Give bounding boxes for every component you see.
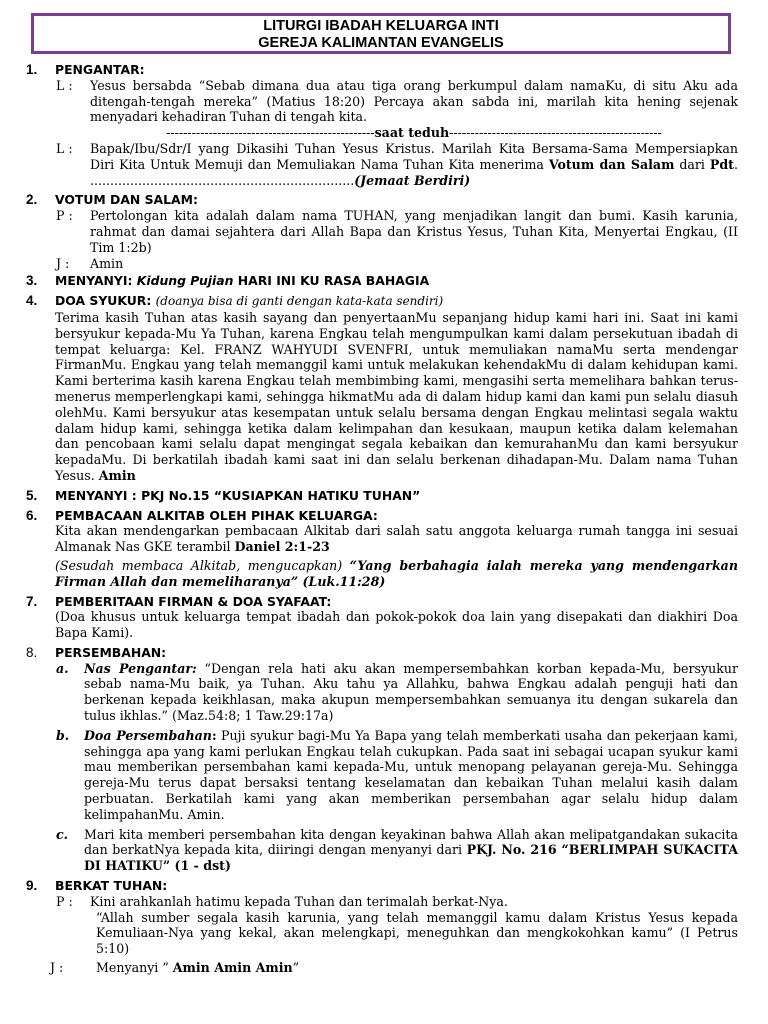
- leader-invitation: Bapak/Ibu/Sdr/I yang Dikasihi Tuhan Yesus Kristus. Marilah Kita Bersama-Sama Mempersiapkan Diri Kita Untuk Memuji dan Memuliakan Nama Tuhan Kita menerima: [90, 140, 738, 172]
- section-number: 1.: [26, 62, 38, 77]
- item-label: c.: [56, 826, 69, 842]
- item-text: [84, 728, 738, 823]
- leader-from: dari: [674, 156, 710, 172]
- section-number: 9.: [26, 878, 38, 894]
- congregation-stand-note: (Jemaat Berdiri): [354, 172, 471, 188]
- section-heading: PERSEMBAHAN:: [55, 644, 167, 660]
- reading-quote: “Yang berbahagia ialah mereka yang mendengarkan Firman Allah dan memeliharanya” (Luk.11:28): [55, 557, 738, 589]
- leader-text: Yesus bersabda “Sebab dimana dua atau tiga orang berkumpul dalam namaKu, di situ Aku ada ditengah-tengah mereka” (Matius 18:20) Percaya akan sabda ini, marilah kita hening sejenak menyadari kehadiran Tuhan di tengah kita.: [90, 77, 738, 125]
- song-suffix: ”: [292, 960, 300, 976]
- section-pemberitaan: [26, 594, 738, 641]
- item-text: [84, 661, 738, 724]
- song-book: Kidung Pujian: [136, 273, 234, 289]
- title-box: [31, 13, 731, 54]
- reading-reference: Daniel 2:1-23: [234, 539, 330, 555]
- song-title: HARI INI KU RASA BAHAGIA: [233, 273, 430, 289]
- pdt-label: Pdt: [709, 156, 734, 172]
- item-body: Mari kita memberi persembahan kita dengan keyakinan bahwa Allah akan melipatgandakan sukacita dan berkatNya kepada kita, diiringi dengan menyanyi dari: [84, 826, 738, 858]
- liturgy-content: [26, 62, 738, 976]
- offering-item-a: [26, 661, 738, 724]
- offering-song: PKJ. No. 216 “BERLIMPAH SUKACITA DI HATIKU” (1 - dst): [84, 842, 738, 874]
- section-number: 6.: [26, 507, 38, 523]
- section-menyanyi-1: [26, 273, 738, 289]
- section-berkat: [26, 878, 738, 976]
- speaker-label: L :: [56, 140, 73, 156]
- section-number: 3.: [26, 273, 38, 289]
- section-number: 5.: [26, 487, 38, 503]
- leader-line: [26, 141, 738, 188]
- item-title: Doa Persembahan: [84, 727, 212, 743]
- section-heading: BERKAT TUHAN:: [55, 878, 168, 894]
- prayer-note: (doanya bisa di ganti dengan kata-kata sendiri): [155, 294, 444, 309]
- silence-label: saat teduh: [374, 125, 450, 141]
- prayer-amin: Amin: [98, 467, 136, 483]
- speaker-label: J :: [50, 960, 64, 976]
- divider-dashes-left: -------------------------------------------------: [166, 125, 375, 141]
- section-number: 2.: [26, 192, 38, 208]
- document-title-line-2: GEREJA KALIMANTAN EVANGELIS: [258, 35, 504, 51]
- offering-item-b: [26, 728, 738, 823]
- leader-dots: . ..................................................................: [90, 156, 738, 188]
- section-votum: [26, 192, 738, 271]
- pastor-text: Pertolongan kita adalah dalam nama TUHAN, yang menjadikan langit dan bumi. Kasih karunia, rahmat dan damai sejahtera dari Allah Bapa dan Kristus Yesus, Tuhan Kita, Menyertai Engkau, (II Tim 1:2b): [90, 208, 738, 255]
- heading-label: MENYANYI:: [55, 273, 137, 289]
- section-persembahan: [26, 645, 738, 874]
- congregation-text: [96, 960, 738, 976]
- item-body: Puji syukur bagi-Mu Ya Bapa yang telah memberkati usaha dan pekerjaan kami, sehingga apa yang kami perlukan Engkau telah cukupkan. Pada saat ini sebagai ucapan syukur kami mau memberikan persembahan kami kepada-Mu, untuk menopang pelayanan gereja-Mu. Sehingga gereja-Mu terus dapat bersaksi tentang keselamatan dan kebaikan Tuhan melalui kasih dalam perbuatan. Berkatilah kami yang akan memberikan persembahan agar selalu hidup dalam kelimpahanMu. Amin.: [84, 727, 738, 822]
- section-number: 7.: [26, 593, 38, 609]
- song-prefix: Menyanyi ”: [96, 960, 173, 976]
- pastor-line: [26, 208, 738, 255]
- section-doa-syukur: [26, 293, 738, 484]
- section-heading: PEMBERITAAN FIRMAN & DOA SYAFAAT:: [55, 593, 332, 609]
- section-pengantar: [26, 62, 738, 188]
- section-pembacaan: [26, 508, 738, 590]
- item-body: “Dengan rela hati aku akan mempersembahkan korban kepada-Mu, bersyukur sebab nama-Mu baik, ya Tuhan. Aku tahu ya Allahku, bahwa Engkau adalah penguji hati dan berkenan kepada keikhlasan, maka akupun mempersembahkan semuanya itu dengan sukarela dan tulus ikhlas.” (Maz.54:8; 1 Taw.29:17a): [84, 660, 738, 724]
- section-number: 8.: [26, 644, 38, 660]
- congregation-line: [26, 960, 738, 976]
- votum-salam: Votum dan Salam: [548, 156, 675, 172]
- speaker-label: L :: [56, 77, 73, 93]
- reading-note: (Sesudah membaca Alkitab, mengucapkan): [55, 557, 350, 573]
- speaker-label: P :: [56, 208, 73, 224]
- congregation-line: [26, 256, 738, 272]
- pastor-text: [90, 894, 738, 957]
- pastor-line: [26, 894, 738, 957]
- section-number: 4.: [26, 293, 38, 309]
- prayer-text: [55, 310, 738, 484]
- silence-divider: [90, 125, 738, 141]
- leader-line: [26, 78, 738, 125]
- prayer-body: Terima kasih Tuhan atas kasih sayang dan penyertaanMu sepanjang hidup kami hari ini. Saat ini kami bersyukur kepada-Mu Ya Tuhan, karena Engkau telah mengumpulkan kami dalam persekutuan ibadah di tempat keluarga: Kel. FRANZ WAHYUDI SVENFRI, untuk memuliakan namaMu serta mendengar FirmanMu. Engkau yang telah memanggil kami untuk melakukan kehendakMu di dalam kehidupan kami. Kami berterima kasih karena Engkau telah membimbing kami, mengasihi serta memelihara bahkan terus-menerus memperlengkapi kami, sehingga hikmatMu ada di dalam hidup kami dan kami pun selalu diasuh olehMu. Kami bersyukur atas kesempatan untuk selalu bersama dengan Engkau melintasi segala waktu dalam hidup kami, sehingga ketika dalam kelimpahan dan kesukaan, maupun ketika dalam kelemahan dan pencobaan kami selalu dapat mengingat segala kebaikan dan kemurahanMu dan kami bersyukur kepadaMu. Di berkatilah ibadah kami saat ini dan selalu berkenan dihadapan-Mu. Dalam nama Tuhan Yesus.: [55, 309, 738, 483]
- amin-song: Amin Amin Amin: [172, 960, 293, 976]
- section-heading: PENGANTAR:: [55, 62, 145, 77]
- document-title-line-1: LITURGI IBADAH KELUARGA INTI: [263, 18, 499, 34]
- section-heading: [55, 293, 738, 310]
- reading-text: [55, 523, 738, 555]
- item-label: a.: [56, 660, 69, 676]
- section-heading: [55, 273, 738, 289]
- congregation-text: Amin: [90, 255, 124, 271]
- item-label: b.: [56, 727, 70, 743]
- section-heading: MENYANYI : PKJ No.15 “KUSIAPKAN HATIKU TUHAN”: [55, 487, 421, 503]
- blessing-intro: Kini arahkanlah hatimu kepada Tuhan dan terimalah berkat-Nya.: [90, 893, 508, 909]
- offering-item-c: [26, 827, 738, 874]
- heading-label: DOA SYUKUR:: [55, 293, 156, 309]
- sermon-text: (Doa khusus untuk keluarga tempat ibadah dan pokok-pokok doa lain yang disepakati dan diakhiri Doa Bapa Kami).: [55, 609, 738, 641]
- item-title: Nas Pengantar:: [84, 660, 197, 676]
- speaker-label: P :: [56, 893, 73, 909]
- section-menyanyi-2: [26, 488, 738, 504]
- item-colon: :: [211, 727, 217, 743]
- blessing-quote: “Allah sumber segala kasih karunia, yang telah memanggil kamu dalam Kristus Yesus kepada Kemuliaan-Nya yang kekal, akan melengkapi, meneguhkan dan mengkokohkan kamu” (I Petrus 5:10): [96, 909, 738, 957]
- item-text: [84, 827, 738, 874]
- reading-response: [55, 558, 738, 590]
- speaker-label: J :: [56, 255, 70, 271]
- leader-text: [90, 141, 738, 188]
- section-heading: VOTUM DAN SALAM:: [55, 192, 198, 208]
- reading-intro: Kita akan mendengarkan pembacaan Alkitab dari salah satu anggota keluarga rumah tangga ini sesuai Almanak Nas GKE terambil: [55, 523, 738, 555]
- divider-dashes-right: --------------------------------------------------: [449, 125, 662, 141]
- section-heading: PEMBACAAN ALKITAB OLEH PIHAK KELUARGA:: [55, 507, 378, 523]
